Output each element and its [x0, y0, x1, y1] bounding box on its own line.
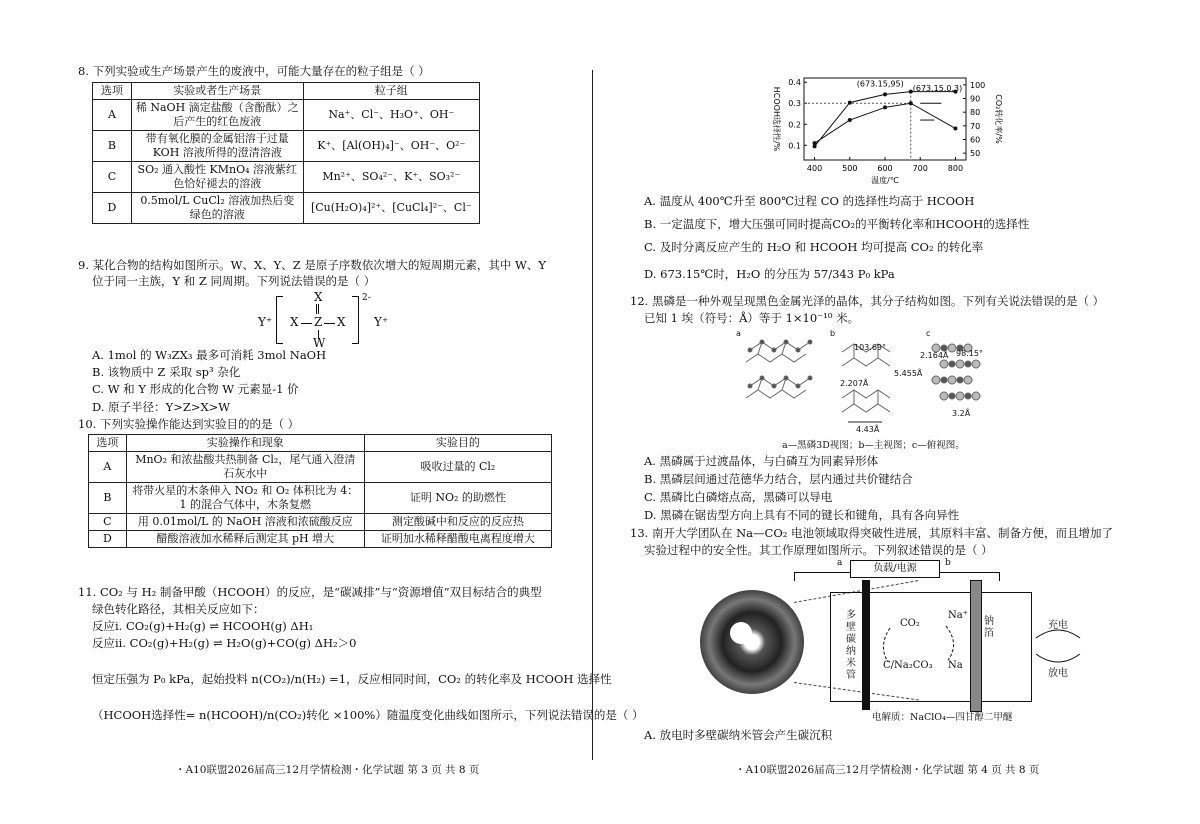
q8-cell-opt: D	[93, 193, 132, 224]
footer-left: ・A10联盟2026届高三12月学情检测・化学试题 第 3 页 共 8 页	[175, 764, 480, 776]
charge-label: 充电	[1048, 620, 1068, 631]
q13-stem-1: 13. 南开大学团队在 Na—CO₂ 电池领域取得突破性进展，其原料丰富、制备方便，而且增加了	[630, 526, 1114, 540]
fig-angle: 103.69°	[854, 343, 886, 352]
fig-d1: 2.207Å	[840, 379, 869, 388]
na-label: Na	[948, 660, 963, 671]
q9-option-a: A. 1mol 的 W₃ZX₃ 最多可消耗 3mol NaOH	[92, 348, 327, 362]
q11-option-d: D. 673.15℃时，H₂O 的分压为 57/343 P₀ kPa	[644, 267, 895, 281]
struct-y-left: Y⁺	[258, 315, 273, 329]
q10-cell-op: 将带火星的木条伸入 NO₂ 和 O₂ 体积比为 4：1 的混合气体中，木条复燃	[126, 483, 364, 514]
y-right-tick-label: 100	[970, 80, 986, 90]
fig-label-a: a	[736, 329, 741, 338]
struct-y-right: Y⁺	[374, 315, 389, 329]
q8-header-0: 选项	[93, 83, 132, 100]
annotation-1: (673.15,95)	[856, 79, 904, 89]
q11-paragraph-2: （HCOOH选择性= n(HCOOH)/n(CO₂)转化 ×100%）随温度变化曲线如图所示，下列说法错误的是（ ）	[92, 708, 644, 722]
q8-header-2: 粒子组	[303, 83, 479, 100]
nanotube-image	[700, 590, 804, 694]
q10-table	[88, 434, 552, 548]
q8-stem: 8. 下列实验或生产场景产生的废液中，可能大量存在的粒子组是（ ）	[78, 64, 430, 78]
battery-diagram	[690, 560, 1090, 724]
q11-stem-1: 11. CO₂ 与 H₂ 制备甲酸（HCOOH）的反应，是“碳减排”与“资源增值”双目标结合的典型	[78, 585, 542, 599]
q12-option-b: B. 黑磷层间通过范德华力结合，层内通过共价键结合	[644, 472, 913, 486]
q10-stem: 10. 下列实验操作能达到实验目的的是（ ）	[78, 417, 300, 431]
q9-option-c: C. W 和 Y 形成的化合物 W 元素显-1 价	[92, 382, 299, 396]
q9-stem-2: 位于同一主族，Y 和 Z 同周期。下列说法错误的是（ ）	[92, 274, 376, 288]
q8-cell-scene: SO₂ 通入酸性 KMnO₄ 溶液紫红色恰好褪去的溶液	[131, 162, 303, 193]
struct-z: Z	[314, 315, 323, 329]
q10-row	[89, 531, 552, 548]
q10-cell-op: MnO₂ 和浓盐酸共热制备 Cl₂，尾气通入澄清石灰水中	[126, 452, 364, 483]
double-bond	[316, 304, 319, 314]
q10-cell-opt: B	[89, 483, 127, 514]
terminal-b: b	[945, 558, 951, 568]
data-point-right	[848, 101, 852, 105]
terminal-a: a	[837, 558, 843, 568]
y-right-tick-label: 60	[970, 135, 981, 145]
data-point-left	[909, 101, 913, 105]
q8-table	[92, 82, 480, 224]
left-electrode-label: 多壁碳纳米管	[846, 610, 856, 681]
fig-d2: 5.455Å	[894, 369, 923, 378]
q10-header-1: 实验操作和现象	[126, 435, 364, 452]
fig-d4: 2.164Å	[920, 351, 949, 360]
y-left-tick-label: 0.1	[788, 141, 801, 151]
q10-cell-op: 用 0.01mol/L 的 NaOH 溶液和浓硫酸反应	[126, 514, 364, 531]
q11-option-c: C. 及时分离反应产生的 H₂O 和 HCOOH 均可提高 CO₂ 的转化率	[644, 240, 984, 254]
q11-paragraph-1: 恒定压强为 P₀ kPa，起始投料 n(CO₂)/n(H₂) =1，反应相同时间，CO₂ 的转化率及 HCOOH 选择性	[92, 672, 612, 686]
black-phosphorus-figure	[730, 328, 990, 436]
x-tick-label: 500	[842, 164, 858, 173]
q8-header-1: 实验或者生产场景	[131, 83, 303, 100]
discharge-label: 放电	[1048, 668, 1068, 679]
q10-cell-op: 醋酸溶液加水稀释后测定其 pH 增大	[126, 531, 364, 548]
q10-cell-opt: D	[89, 531, 127, 548]
q8-cell-scene: 0.5mol/L CuCl₂ 溶液加热后变绿色的溶液	[131, 193, 303, 224]
q10-row	[89, 514, 552, 531]
co2-label: CO₂	[900, 618, 920, 629]
footer-right: ・A10联盟2026届高三12月学情检测・化学试题 第 4 页 共 8 页	[735, 764, 1040, 776]
q8-cell-opt: A	[93, 100, 132, 131]
y-right-tick-label: 70	[970, 121, 981, 131]
q11-option-a: A. 温度从 400℃升至 800℃过程 CO 的选择性均高于 HCOOH	[644, 194, 975, 208]
q8-cell-opt: C	[93, 162, 132, 193]
x-tick-label: 800	[947, 164, 964, 173]
q12-option-d: D. 黑磷在锯齿型方向上具有不同的键长和键角，具有各向异性	[644, 508, 960, 522]
q8-row	[93, 100, 480, 131]
q10-cell-goal: 吸收过量的 Cl₂	[364, 452, 551, 483]
q11-stem-2: 绿色转化路径，其相关反应如下：	[92, 602, 265, 616]
q8-cell-opt: B	[93, 131, 132, 162]
q10-cell-goal: 证明 NO₂ 的助燃性	[364, 483, 551, 514]
load-box: 负载/电源	[850, 560, 940, 578]
bracket-left	[276, 296, 283, 344]
q10-row	[89, 452, 552, 483]
fig-angle2: 98.15°	[956, 349, 983, 358]
y-left-axis-label: HCOOH选择性/%	[772, 86, 781, 152]
q8-cell-scene: 稀 NaOH 滴定盐酸（含酚酞）之后产生的红色废液	[131, 100, 303, 131]
y-right-axis-label: CO₂转化率/%	[994, 94, 1003, 144]
data-point-right	[883, 92, 887, 96]
q10-cell-opt: C	[89, 514, 127, 531]
data-point-left	[953, 126, 957, 130]
x-tick-label: 600	[877, 164, 893, 173]
sodium-electrode	[970, 580, 982, 712]
q12-stem-2: 已知 1 埃（符号：Å）等于 1×10⁻¹⁰ 米。	[644, 311, 860, 325]
q9-stem-1: 9. 某化合物的结构如图所示。W、X、Y、Z 是原子序数依次增大的短周期元素，其中 W、Y	[78, 258, 546, 272]
struct-x-left: X	[290, 315, 299, 329]
q12-option-a: A. 黑磷属于过渡晶体，与白磷互为同素异形体	[644, 454, 879, 468]
x-tick-label: 400	[806, 164, 823, 173]
q9-option-d: D. 原子半径：Y>Z>X>W	[92, 400, 231, 414]
y-left-tick-label: 0.3	[788, 99, 801, 109]
struct-x-right: X	[337, 315, 346, 329]
q8-row	[93, 193, 480, 224]
q9-option-b: B. 该物质中 Z 采取 sp³ 杂化	[92, 365, 241, 379]
fig-d5: 3.2Å	[952, 409, 971, 418]
q8-cell-ions: Na⁺、Cl⁻、H₃O⁺、OH⁻	[303, 100, 479, 131]
q10-cell-goal: 证明加水稀释醋酸电离程度增大	[364, 531, 551, 548]
q8-row	[93, 162, 480, 193]
q8-row	[93, 131, 480, 162]
q8-cell-ions: [Cu(H₂O)₄]²⁺、[CuCl₄]²⁻、Cl⁻	[303, 193, 479, 224]
data-point-left	[848, 118, 852, 122]
q12-caption: a—黑磷3D视图；b—主视图；c—俯视图。	[782, 440, 965, 451]
struct-w: W	[313, 336, 326, 350]
fig-label-c: c	[926, 329, 931, 338]
q11-option-b: B. 一定温度下，增大压强可同时提高CO₂的平衡转化率和HCOOH的选择性	[644, 217, 1030, 231]
q13-stem-2: 实验过程中的安全性。其工作原理如图所示。下列叙述错误的是（ ）	[644, 543, 993, 557]
na-plus-label: Na⁺	[948, 610, 968, 621]
series-line-right	[815, 92, 956, 147]
struct-charge: 2-	[362, 293, 371, 303]
product-label: C/Na₂CO₃	[883, 660, 933, 671]
y-left-tick-label: 0.4	[788, 78, 801, 88]
bracket-right	[352, 296, 359, 344]
q10-cell-opt: A	[89, 452, 127, 483]
q11-reaction-1: 反应i. CO₂(g)+H₂(g) ⇌ HCOOH(g) ΔH₁	[92, 619, 314, 633]
data-point-left	[883, 105, 887, 109]
q10-header-0: 选项	[89, 435, 127, 452]
q12-stem-1: 12. 黑磷是一种外观呈现黑色金属光泽的晶体，其分子结构如图。下列有关说法错误的是（ ）	[630, 294, 1105, 308]
q10-cell-goal: 测定酸碱中和反应的反应热	[364, 514, 551, 531]
x-tick-label: 700	[912, 164, 928, 173]
q11-reaction-2: 反应ii. CO₂(g)+H₂(g) ⇌ H₂O(g)+CO(g) ΔH₂＞0	[92, 636, 357, 650]
q11-chart	[760, 68, 1020, 188]
q12-option-c: C. 黑磷比白磷熔点高，黑磷可以导电	[644, 490, 833, 504]
right-electrode-label: 钠箔	[984, 616, 994, 639]
q8-cell-scene: 带有氧化膜的金属铝溶于过量KOH 溶液所得的澄清溶液	[131, 131, 303, 162]
q8-cell-ions: K⁺、[Al(OH)₄]⁻、OH⁻、O²⁻	[303, 131, 479, 162]
x-axis-label: 温度/℃	[871, 176, 899, 185]
page-divider	[592, 70, 593, 760]
y-right-tick-label: 80	[970, 108, 981, 118]
fig-label-b: b	[830, 329, 836, 338]
carbon-electrode	[862, 580, 870, 710]
q8-cell-ions: Mn²⁺、SO₄²⁻、K⁺、SO₃²⁻	[303, 162, 479, 193]
electrolyte-label: 电解质：NaClO₄—四甘醇二甲醚	[872, 712, 1013, 723]
fig-d3: 4.43Å	[856, 425, 880, 434]
q9-structure	[258, 290, 398, 348]
q10-row	[89, 483, 552, 514]
annotation-2: (673.15,0.3)	[912, 84, 963, 94]
q10-header-2: 实验目的	[364, 435, 551, 452]
y-left-tick-label: 0.2	[788, 120, 801, 130]
struct-x-top: X	[314, 290, 323, 304]
y-right-tick-label: 50	[970, 149, 981, 159]
q13-option-a: A. 放电时多壁碳纳米管会产生碳沉积	[644, 728, 833, 742]
y-right-tick-label: 90	[970, 94, 981, 104]
data-point-left	[813, 141, 817, 145]
